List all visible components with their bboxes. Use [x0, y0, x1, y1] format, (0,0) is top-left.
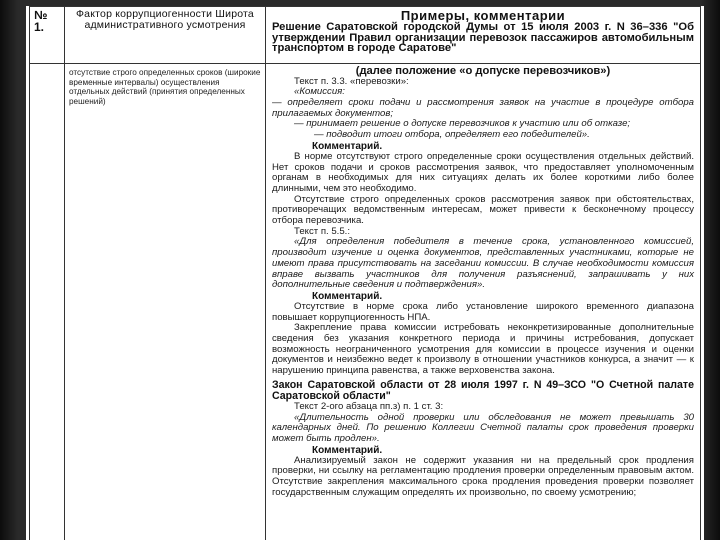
text-p10: Отсутствие в норме срока либо установление широкого временного диапазона повышает коррупциогенность НПА. — [272, 300, 694, 323]
text-p2: «Комиссия: — [294, 86, 345, 98]
table-row — [30, 64, 701, 540]
number-header-label: № 1. — [34, 8, 48, 34]
factor-cell — [65, 64, 266, 540]
examples-header — [266, 7, 701, 64]
examples-header-label: Примеры, комментарии — [400, 8, 566, 23]
document-page — [26, 6, 704, 540]
text-p8: Текст п. 5.5.: — [294, 225, 351, 237]
text-p1: Текст п. 3.3. «перевозки»: — [294, 75, 409, 87]
factor-text: отсутствие строго определенных сроков (широкие временные интервалы) осуществления отдельных действий (принятия определенных решений) — [69, 68, 261, 106]
corruption-factors-table — [29, 6, 701, 540]
decision-subtitle: (далее положение «о допуске перевозчиков») — [355, 65, 611, 77]
text-p9: «Для определения победителя в течение срока, установленного комиссией, производит изучение и оценка документов, представленных участниками, которые не имеют права присутствовать на заседании комиссии. В случае необходимости комиссия вправе вызвать участников для получения разъяснений, запрашивать у них дополнительные сведения и подтверждения». — [272, 236, 694, 291]
table-header-row — [30, 7, 701, 64]
factor-header — [65, 7, 266, 64]
comment-label-2: Комментарий. — [312, 290, 383, 302]
text-p14: Анализируемый закон не содержит указания ни на предельный срок продления проверки, ни ссылку на регламентацию продления проверки определенным правовым актом. Отсутствие закрепления максимального срока продления проведения проверки позволяет государственным служащим определять их произвольно, по своему усмотрению; — [272, 454, 694, 498]
decision-title: Решение Саратовской городской Думы от 15 июля 2003 г. N 36–336 "Об утверждении Правил организации перевозок пассажиров автомобильным транспортом в городе Саратове" — [272, 21, 694, 55]
text-p7: Отсутствие строго определенных сроков рассмотрения заявок при обстоятельствах, противоречащих ведомственным интересам, может привести к бесконечному процессу отбора перевозчика. — [272, 193, 694, 227]
text-p3: — определяет сроки подачи и рассмотрения заявок на участие в процедуре отбора прилагаемых документов; — [272, 97, 694, 119]
text-p13: «Длительность одной проверки или обследования не может превышать 30 календарных дней. По решению Коллегии Счетной палаты срок проведения проверки может быть продлен». — [272, 411, 694, 444]
text-p12: Текст 2-ого абзаца пп.з) п. 1 ст. 3: — [294, 400, 444, 412]
number-cell — [30, 64, 65, 540]
text-p5: — подводит итоги отбора, определяет его победителей». — [314, 129, 590, 141]
number-header — [30, 7, 65, 64]
factor-header-label: Фактор коррупциогенности Широта административного усмотрения — [76, 8, 254, 31]
text-p4: — принимает решение о допуске перевозчиков к участию или об отказе; — [294, 118, 631, 130]
text-p6: В норме отсутствуют строго определенные сроки осуществления отдельных действий. Нет сроков подачи и сроков рассмотрения заявок, что предоставляет уполномоченным органам в необходимых для них ситуациях делать их более короткими либо более длинными, чем это необходимо. — [272, 150, 694, 194]
text-p11: Закрепление права комиссии истребовать неконкретизированные дополнительные сведения без указания конкретного периода и причины истребования, допускает возможность неограниченного усмотрения для комиссии в процессе изучения и оценки документов и неизбежно ведет к произволу в отношении участников конкурса, а значит — к нарушению принципа равенства, а также верховенства закона. — [272, 322, 694, 377]
examples-cell — [266, 64, 701, 540]
comment-label-3: Комментарий. — [312, 444, 383, 456]
comment-label-1: Комментарий. — [312, 140, 383, 152]
law-title: Закон Саратовской области от 28 июля 1997 г. N 49–ЗСО "О Счетной палате Саратовской области" — [272, 378, 694, 402]
